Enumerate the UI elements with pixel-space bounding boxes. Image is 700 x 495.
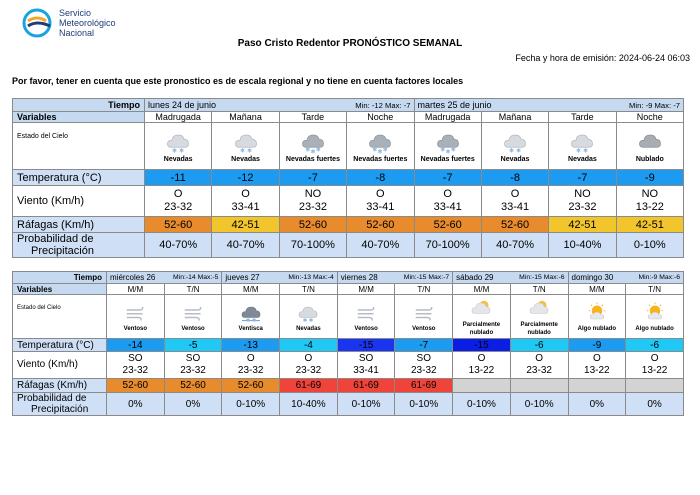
wind-cell — [616, 186, 683, 217]
precipitation-value: 0-10% — [453, 393, 511, 416]
day-header — [414, 99, 684, 112]
wind-speed: 33-41 — [500, 201, 530, 213]
day-header — [337, 272, 452, 284]
day-name: jueves 27 — [225, 273, 260, 282]
period-label: T/N — [510, 284, 568, 295]
temperature-value: -7 — [279, 170, 346, 186]
sky-condition: Ventoso — [181, 325, 205, 332]
sky-cell — [549, 123, 616, 170]
day-header — [453, 272, 568, 284]
sky-cell — [337, 295, 395, 339]
snow-cloud-icon — [294, 301, 322, 325]
wind-speed: 33-41 — [231, 201, 260, 213]
wind-cell — [107, 352, 165, 379]
period-label: Mañana — [481, 112, 548, 123]
snow-cloud-icon — [500, 128, 530, 156]
sun-cloud-icon — [583, 301, 611, 325]
wind-label: Viento (Km/h) — [13, 186, 145, 217]
gust-value: 52-60 — [481, 217, 548, 233]
period-label: Madrugada — [145, 112, 212, 123]
wind-cell — [212, 186, 279, 217]
precipitation-value: 0-10% — [337, 393, 395, 416]
day-header-row — [13, 272, 684, 284]
tiempo-header: Tiempo — [13, 272, 107, 284]
svg-text:✱: ✱ — [372, 146, 378, 154]
wind-speed: 23-32 — [295, 365, 322, 376]
sky-cell — [280, 295, 338, 339]
temperature-value: -9 — [568, 339, 626, 352]
forecast-table-detailed — [12, 98, 684, 258]
sky-condition: Algo nublado — [635, 325, 674, 332]
wind-speed: 13-22 — [468, 365, 495, 376]
period-label: M/M — [568, 284, 626, 295]
wind-row — [13, 186, 684, 217]
sky-cell — [279, 123, 346, 170]
sky-condition: Nevadas — [231, 156, 260, 163]
wind-speed: 13-22 — [641, 365, 668, 376]
day-min-max: Min:-15 Max:-6 — [519, 274, 565, 281]
svg-text:✱: ✱ — [172, 147, 178, 155]
period-label: M/M — [222, 284, 280, 295]
period-label: M/M — [337, 284, 395, 295]
document-title: Paso Cristo Redentor PRONÓSTICO SEMANAL — [237, 38, 463, 49]
cloud-icon — [635, 128, 665, 156]
wind-direction: NO — [641, 188, 659, 200]
temperature-value: -7 — [414, 170, 481, 186]
wind-icon — [410, 301, 438, 325]
precipitation-label — [13, 393, 107, 416]
wind-speed: 23-32 — [568, 201, 597, 213]
day-name: lunes 24 de junio — [148, 100, 217, 110]
gust-value: 42-51 — [212, 217, 279, 233]
sky-condition: Nevadas — [568, 156, 597, 163]
precipitation-value: 40-70% — [347, 233, 414, 258]
wind-direction: O — [246, 353, 255, 364]
wind-direction: O — [535, 353, 544, 364]
svg-text:✱: ✱ — [310, 148, 316, 156]
sky-row — [13, 295, 684, 339]
day-name: domingo 30 — [571, 273, 614, 282]
regional-notice: Por favor, tener en cuenta que este pronostico es de escala regional y no tiene en cuenta factores locales — [12, 76, 464, 86]
wind-speed: 13-22 — [635, 201, 664, 213]
gust-row — [13, 217, 684, 233]
wind-speed: 23-32 — [180, 365, 206, 376]
temperature-value: -12 — [212, 170, 279, 186]
wind-direction: NO — [304, 188, 322, 200]
gust-value: 52-60 — [222, 379, 280, 393]
precipitation-row — [13, 233, 684, 258]
precipitation-label-line2: Precipitación — [31, 245, 94, 258]
snow-cloud-icon — [567, 128, 597, 156]
wind-direction: NO — [574, 188, 591, 200]
wind-direction: SO — [416, 353, 431, 364]
wind-cell — [568, 352, 626, 379]
day-min-max: Min:-15 Max:-7 — [403, 274, 450, 281]
partly-cloudy-icon — [467, 297, 495, 321]
sky-condition: Algo nublado — [577, 325, 616, 332]
gust-value: 52-60 — [279, 217, 346, 233]
svg-text:✱: ✱ — [576, 147, 582, 155]
wind-speed: 23-32 — [526, 365, 552, 376]
sky-row — [13, 123, 684, 170]
sky-condition: Nevadas — [296, 325, 321, 332]
gust-value: 61-69 — [395, 379, 453, 393]
period-label: Madrugada — [414, 112, 481, 123]
sky-condition: Ventoso — [123, 325, 148, 332]
smn-logo-text: Servicio Meteorológico Nacional — [59, 8, 116, 38]
sky-cell — [510, 295, 568, 339]
sky-condition: Ventisca — [238, 325, 263, 332]
wind-direction: SO — [185, 353, 201, 364]
day-header-row — [13, 99, 684, 112]
precipitation-label-line1: Probabilidad de — [17, 233, 94, 245]
wind-direction: O — [173, 188, 183, 200]
temperature-value: -9 — [616, 170, 683, 186]
precipitation-value: 0% — [164, 393, 222, 416]
precipitation-value: 0-10% — [222, 393, 280, 416]
svg-text:✱: ✱ — [439, 146, 445, 154]
period-label: M/M — [453, 284, 511, 295]
smn-logo-icon — [22, 8, 56, 38]
wind-cell — [395, 352, 453, 379]
period-label: Tarde — [549, 112, 616, 123]
precipitation-value: 10-40% — [280, 393, 338, 416]
sky-condition: Nevadas — [163, 156, 193, 163]
temperature-value: -6 — [626, 339, 684, 352]
sky-cell — [481, 123, 548, 170]
svg-text:✱: ✱ — [583, 147, 589, 155]
wind-cell — [347, 186, 414, 217]
wind-label: Viento (Km/h) — [13, 352, 107, 379]
gust-label: Ráfagas (Km/h) — [13, 217, 145, 233]
temperature-value: -4 — [280, 339, 338, 352]
gust-label: Ráfagas (Km/h) — [13, 379, 107, 393]
temperature-value: -6 — [510, 339, 568, 352]
temperature-value: -13 — [222, 339, 280, 352]
svg-text:✱: ✱ — [239, 147, 245, 155]
sky-cell — [164, 295, 222, 339]
svg-text:✱: ✱ — [303, 317, 308, 324]
sky-cell — [395, 295, 453, 339]
wind-direction: O — [304, 353, 313, 364]
wind-row — [13, 352, 684, 379]
period-label: Noche — [616, 112, 683, 123]
svg-text:✱: ✱ — [246, 147, 252, 155]
wind-direction: O — [376, 188, 385, 200]
day-header — [107, 272, 222, 284]
blizzard-icon — [237, 301, 265, 325]
temperature-value: -7 — [549, 170, 616, 186]
temperature-value: -5 — [164, 339, 222, 352]
wind-direction: O — [241, 188, 250, 200]
period-label: Mañana — [212, 112, 279, 123]
temperature-row — [13, 170, 684, 186]
sky-condition: Nevadas fuertes — [353, 156, 408, 163]
sky-cell — [626, 295, 684, 339]
wind-cell — [280, 352, 338, 379]
wind-cell — [222, 352, 280, 379]
wind-speed: 33-41 — [366, 201, 395, 213]
period-label: Tarde — [279, 112, 346, 123]
snow-cloud-icon — [231, 128, 261, 156]
wind-cell — [145, 186, 212, 217]
wind-speed: 23-32 — [298, 201, 327, 213]
gust-value — [510, 379, 568, 393]
day-name: viernes 28 — [340, 273, 378, 282]
day-header — [145, 99, 415, 112]
svg-text:✱: ✱ — [315, 146, 321, 154]
wind-cell — [414, 186, 481, 217]
period-label: M/M — [107, 284, 165, 295]
day-name: martes 25 de junio — [417, 100, 492, 110]
day-min-max: Min: -9 Max: -7 — [629, 100, 680, 110]
heavy-snow-icon — [433, 128, 463, 156]
precipitation-value: 70-100% — [279, 233, 346, 258]
gust-value: 52-60 — [164, 379, 222, 393]
gust-value: 52-60 — [107, 379, 165, 393]
sky-condition: Ventoso — [412, 325, 436, 332]
day-name: miércoles 26 — [110, 273, 156, 282]
day-header — [568, 272, 684, 284]
wind-icon — [179, 301, 207, 325]
day-min-max: Min:-13 Max:-4 — [288, 274, 334, 281]
sky-condition: Nevadas fuertes — [285, 156, 340, 163]
temperature-value: -8 — [347, 170, 414, 186]
wind-speed: 23-32 — [410, 365, 437, 376]
sky-cell — [616, 123, 683, 170]
smn-logo — [22, 8, 162, 42]
sky-cell — [414, 123, 481, 170]
wind-direction: O — [477, 353, 486, 364]
precipitation-value: 40-70% — [145, 233, 212, 258]
wind-speed: 23-32 — [122, 365, 149, 376]
sky-cell — [212, 123, 279, 170]
gust-value — [626, 379, 684, 393]
precipitation-value: 0-10% — [510, 393, 568, 416]
temperature-value: -11 — [145, 170, 212, 186]
period-label: Noche — [347, 112, 414, 123]
sky-condition: Nevadas fuertes — [420, 156, 475, 163]
svg-text:✱: ✱ — [445, 148, 451, 156]
precipitation-value: 0-10% — [616, 233, 683, 258]
wind-cell — [453, 352, 511, 379]
sky-cell — [453, 295, 511, 339]
svg-text:✱: ✱ — [305, 146, 311, 154]
gust-value — [568, 379, 626, 393]
period-header-row — [13, 284, 684, 295]
precipitation-row — [13, 393, 684, 416]
temperature-value: -15 — [453, 339, 511, 352]
svg-text:✱: ✱ — [245, 317, 250, 324]
wind-speed: 13-22 — [584, 365, 610, 376]
temperature-row — [13, 339, 684, 352]
temperature-value: -8 — [481, 170, 548, 186]
precipitation-label — [13, 233, 145, 258]
wind-icon — [121, 301, 149, 325]
wind-cell — [164, 352, 222, 379]
period-label: T/N — [395, 284, 453, 295]
sky-condition: Parcialmente nublado — [520, 321, 558, 336]
partly-cloudy-icon — [525, 297, 553, 321]
day-min-max: Min: -12 Max: -7 — [355, 100, 411, 110]
gust-value: 61-69 — [337, 379, 395, 393]
wind-direction: SO — [358, 353, 374, 364]
day-min-max: Min:-14 Max:-5 — [173, 274, 219, 281]
gust-value: 52-60 — [347, 217, 414, 233]
precipitation-value: 70-100% — [414, 233, 481, 258]
temperature-label: Temperatura (°C) — [13, 170, 145, 186]
gust-value: 42-51 — [549, 217, 616, 233]
sun-cloud-icon — [641, 301, 669, 325]
svg-text:✱: ✱ — [377, 148, 383, 156]
heavy-snow-icon — [365, 128, 395, 156]
svg-text:✱: ✱ — [383, 146, 389, 154]
svg-text:✱: ✱ — [251, 317, 256, 324]
sky-condition: Parcialmente nublado — [462, 321, 501, 336]
day-header — [222, 272, 337, 284]
wind-direction: SO — [128, 353, 143, 364]
variables-header: Variables — [13, 112, 145, 123]
sky-label: Estado del Cielo — [13, 295, 107, 339]
snow-cloud-icon — [163, 128, 193, 156]
wind-speed: 33-41 — [353, 365, 379, 376]
precipitation-label-line1: Probabilidad de — [17, 393, 87, 404]
precipitation-value: 0% — [568, 393, 626, 416]
wind-speed: 23-32 — [164, 201, 193, 213]
sky-condition: Nevadas — [500, 156, 530, 163]
sky-cell — [568, 295, 626, 339]
tiempo-header: Tiempo — [13, 99, 145, 112]
svg-text:✱: ✱ — [309, 317, 314, 324]
precipitation-value: 40-70% — [481, 233, 548, 258]
wind-cell — [510, 352, 568, 379]
svg-text:✱: ✱ — [516, 147, 522, 155]
sky-cell — [222, 295, 280, 339]
day-min-max: Min:-9 Max:-6 — [638, 274, 680, 281]
svg-text:✱: ✱ — [509, 147, 515, 155]
wind-direction: O — [592, 353, 601, 364]
period-header-row — [13, 112, 684, 123]
gust-row — [13, 379, 684, 393]
wind-speed: 23-32 — [237, 365, 264, 376]
sky-condition: Nublado — [635, 156, 664, 163]
wind-direction: O — [650, 353, 659, 364]
forecast-table-extended — [12, 271, 684, 416]
period-label: T/N — [626, 284, 684, 295]
period-label: T/N — [280, 284, 338, 295]
precipitation-value: 10-40% — [549, 233, 616, 258]
wind-direction: O — [443, 188, 452, 200]
sky-cell — [107, 295, 165, 339]
svg-text:✱: ✱ — [179, 147, 185, 155]
sky-cell — [145, 123, 212, 170]
sky-condition: Ventoso — [354, 325, 378, 332]
gust-value: 52-60 — [145, 217, 212, 233]
svg-text:✱: ✱ — [450, 146, 456, 154]
wind-cell — [549, 186, 616, 217]
temperature-value: -15 — [337, 339, 395, 352]
day-name: sábado 29 — [456, 273, 494, 282]
temperature-value: -7 — [395, 339, 453, 352]
wind-cell — [626, 352, 684, 379]
temperature-value: -14 — [107, 339, 165, 352]
precipitation-value: 0% — [626, 393, 684, 416]
precipitation-value: 0% — [107, 393, 165, 416]
temperature-label: Temperatura (°C) — [13, 339, 107, 352]
gust-value: 61-69 — [280, 379, 338, 393]
sky-cell — [347, 123, 414, 170]
precipitation-value: 40-70% — [212, 233, 279, 258]
wind-direction: O — [510, 188, 520, 200]
period-label: T/N — [164, 284, 222, 295]
precipitation-label-line2: Precipitación — [31, 404, 89, 415]
variables-header: Variables — [13, 284, 107, 295]
gust-value: 42-51 — [616, 217, 683, 233]
gust-value: 52-60 — [414, 217, 481, 233]
sky-label: Estado del Cielo — [13, 123, 145, 170]
wind-speed: 33-41 — [433, 201, 462, 213]
emission-datetime: Fecha y hora de emisión: 2024-06-24 06:03 — [515, 53, 690, 63]
gust-value — [453, 379, 511, 393]
wind-cell — [337, 352, 395, 379]
precipitation-value: 0-10% — [395, 393, 453, 416]
wind-cell — [481, 186, 548, 217]
wind-icon — [352, 301, 380, 325]
wind-cell — [279, 186, 346, 217]
heavy-snow-icon — [298, 128, 328, 156]
